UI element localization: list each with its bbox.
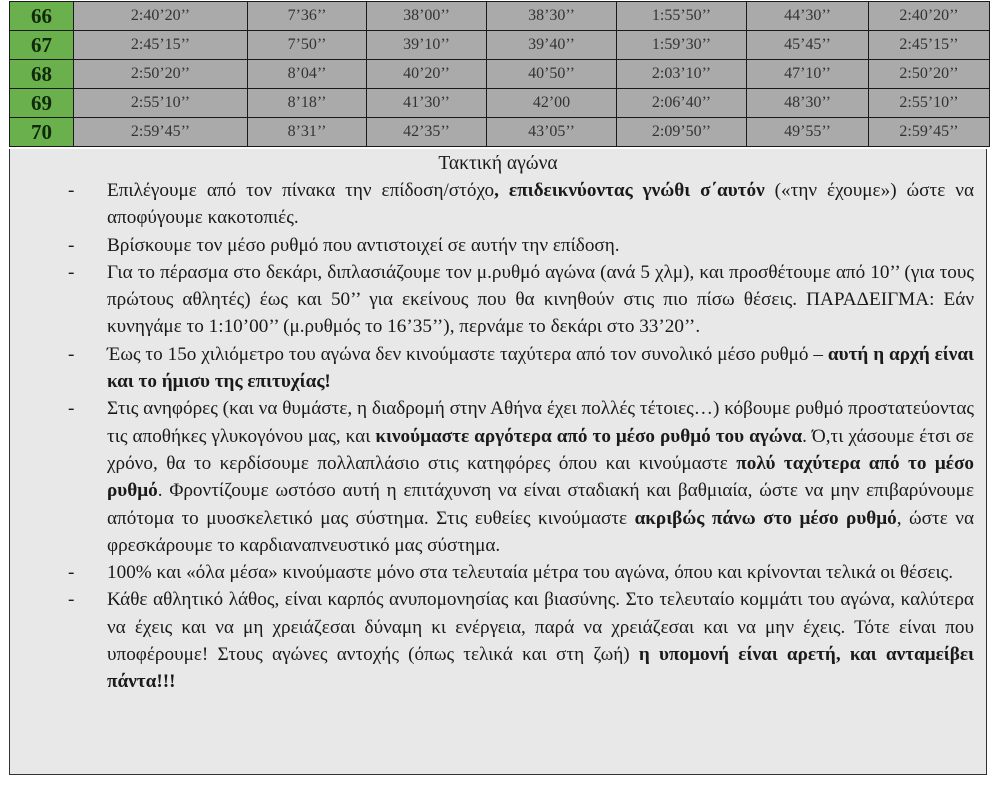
body-text: («την έχουμε») ώστε να αποφύγουμε κακοτοπιές.	[107, 180, 974, 229]
body-text: 100% και «όλα μέσα» κινούμαστε μόνο στα τελευταία μέτρα του αγώνα, όπου και κρίνονται τελικά οι θέσεις.	[107, 562, 954, 584]
dash-bullet-icon: -	[68, 261, 75, 283]
body-text: . Ό,τι χάσουμε έτσι σε χρόνο, θα το κερδίσουμε πολλαπλάσιο στις κατηφόρες όπου και κινούμαστε	[107, 425, 974, 474]
time-cell: 2:40’20’’	[74, 2, 248, 31]
list-item	[10, 177, 986, 232]
time-cell: 2:50’20’’	[74, 60, 248, 89]
time-cell: 49’55’’	[747, 118, 869, 147]
list-item	[10, 341, 986, 396]
dash-bullet-icon: -	[68, 343, 75, 365]
time-cell: 2:55’10’’	[74, 89, 248, 118]
emphasis-text: η υπομονή είναι αρετή, και ανταμείβει πάντα!!!	[107, 644, 974, 693]
km-cell: 67	[10, 31, 74, 60]
tactics-list	[10, 177, 986, 696]
time-cell: 2:45’15’’	[74, 31, 248, 60]
emphasis-text: αυτή η αρχή είναι και το ήμισυ της επιτυχίας!	[107, 343, 974, 393]
body-text: . Φροντίζουμε ωστόσο αυτή η επιτάχυνση να είναι σταδιακή και βαθμιαία, ώστε να μην επιβαρύνουμε απότομα το μυοσκελετικό μας σύστημα. Στις ευθείες κινούμαστε	[107, 480, 974, 529]
race-tactics-section	[9, 149, 987, 775]
body-text: Κάθε αθλητικό λάθος, είναι καρπός ανυπομονησίας και βιασύνης. Στο τελευταίο κομμάτι του αγώνα, καλύτερα να έχεις και να μη χρειάζεσαι δύναμη κι ενέργεια, παρά να χρειάζεσαι και να μην έχεις. Τότε είναι που υποφέρουμε! Στους αγώνες αντοχής (όπως τελικά και στη ζωή)	[107, 589, 974, 666]
time-cell: 39’10’’	[367, 31, 487, 60]
emphasis-text: , επιδεικνύοντας γνώθι σ΄αυτόν	[494, 180, 765, 201]
table-row	[10, 2, 990, 31]
dash-bullet-icon: -	[68, 398, 75, 420]
list-item	[10, 586, 986, 695]
body-text: Βρίσκουμε τον μέσο ρυθμό που αντιστοιχεί σε αυτήν την επίδοση.	[107, 234, 620, 256]
time-cell: 48’30’’	[747, 89, 869, 118]
body-text: Στις ανηφόρες (και να θυμάστε, η διαδρομή στην Αθήνα έχει πολλές τέτοιες…) κόβουμε ρυθμό προστατεύοντας τις αποθήκες γλυκογόνου μας, και	[107, 398, 974, 447]
table-row	[10, 31, 990, 60]
time-cell: 1:55’50’’	[617, 2, 747, 31]
time-cell: 2:55’10’’	[869, 89, 990, 118]
time-cell: 7’36’’	[248, 2, 367, 31]
km-cell: 69	[10, 89, 74, 118]
km-cell: 68	[10, 60, 74, 89]
section-title: Τακτική αγώνα	[438, 153, 558, 174]
list-item	[10, 232, 986, 259]
list-item	[10, 259, 986, 341]
km-cell: 70	[10, 118, 74, 147]
table-row	[10, 60, 990, 89]
time-cell: 7’50’’	[248, 31, 367, 60]
time-cell: 8’18’’	[248, 89, 367, 118]
body-text: , ώστε να φρεσκάρουμε το καρδιαναπνευστικό μας σύστημα.	[107, 507, 974, 556]
time-cell: 8’04’’	[248, 60, 367, 89]
time-cell: 44’30’’	[747, 2, 869, 31]
pace-table	[9, 1, 990, 147]
time-cell: 2:40’20’’	[869, 2, 990, 31]
time-cell: 2:06’40’’	[617, 89, 747, 118]
time-cell: 40’50’’	[487, 60, 617, 89]
time-cell: 2:59’45’’	[74, 118, 248, 147]
time-cell: 2:03’10’’	[617, 60, 747, 89]
emphasis-text: ακριβώς πάνω στο μέσο ρυθμό	[634, 507, 897, 529]
time-cell: 47’10’’	[747, 60, 869, 89]
table-row	[10, 118, 990, 147]
time-cell: 38’30’’	[487, 2, 617, 31]
emphasis-text: πολύ ταχύτερα από το μέσο ρυθμό	[107, 452, 974, 502]
time-cell: 40’20’’	[367, 60, 487, 89]
time-cell: 38’00’’	[367, 2, 487, 31]
time-cell: 45’45’’	[747, 31, 869, 60]
time-cell: 2:50’20’’	[869, 60, 990, 89]
time-cell: 41’30’’	[367, 89, 487, 118]
time-cell: 2:09’50’’	[617, 118, 747, 147]
time-cell: 39’40’’	[487, 31, 617, 60]
time-cell: 2:45’15’’	[869, 31, 990, 60]
body-text: Έως το 15ο χιλιόμετρο του αγώνα δεν κινούμαστε ταχύτερα από τον συνολικό μέσο ρυθμό –	[107, 343, 828, 365]
time-cell: 8’31’’	[248, 118, 367, 147]
dash-bullet-icon: -	[68, 234, 75, 256]
time-cell: 43’05’’	[487, 118, 617, 147]
km-cell: 66	[10, 2, 74, 31]
body-text: Επιλέγουμε από τον πίνακα την επίδοση/στόχο	[107, 180, 495, 201]
time-cell: 42’35’’	[367, 118, 487, 147]
table-row	[10, 89, 990, 118]
time-cell: 1:59’30’’	[617, 31, 747, 60]
dash-bullet-icon: -	[68, 180, 75, 201]
body-text: Για το πέρασμα στο δεκάρι, διπλασιάζουμε τον μ.ρυθμό αγώνα (ανά 5 χλμ), και προσθέτουμε από 10’’ (για τους πρώτους αθλητές) έως και 50’’ για εκείνους που θα κινηθούν στις πιο πίσω θέσεις. ΠΑΡΑΔΕΙΓΜΑ: Εάν κυνηγάμε το 1:10’00’’ (μ.ρυθμός το 16’35’’), περνάμε το δεκάρι στο 33’20’’.	[107, 261, 974, 338]
time-cell: 42’00	[487, 89, 617, 118]
list-item	[10, 559, 986, 586]
emphasis-text: κινούμαστε αργότερα από το μέσο ρυθμό του αγώνα	[375, 425, 803, 447]
list-item	[10, 395, 986, 559]
dash-bullet-icon: -	[68, 589, 75, 611]
dash-bullet-icon: -	[68, 562, 75, 584]
time-cell: 2:59’45’’	[869, 118, 990, 147]
